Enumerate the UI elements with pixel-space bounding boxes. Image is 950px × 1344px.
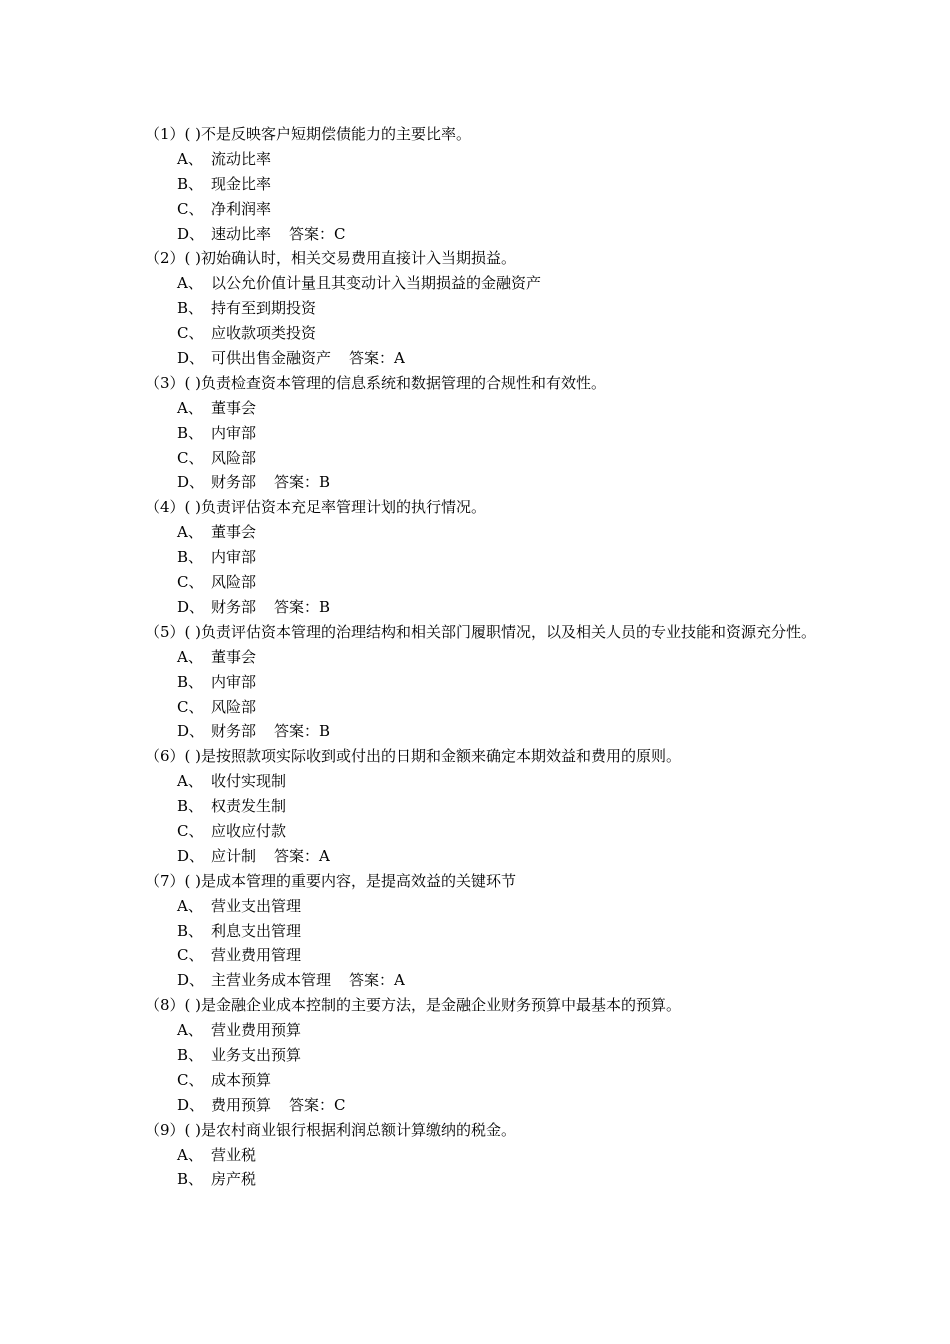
question-stem: （7）( )是成本管理的重要内容，是提高效益的关键环节 bbox=[145, 871, 517, 890]
option-text: 董事会 bbox=[211, 523, 257, 542]
option-row bbox=[145, 719, 825, 744]
answer-label: 答案：A bbox=[349, 971, 405, 990]
question-block bbox=[145, 371, 825, 495]
option-letter: A、 bbox=[177, 523, 203, 542]
answer-label: 答案：A bbox=[274, 846, 330, 865]
option-letter: C、 bbox=[177, 946, 204, 965]
option-text: 营业税 bbox=[211, 1145, 257, 1164]
option-letter: A、 bbox=[177, 1021, 203, 1040]
option-row bbox=[145, 446, 825, 471]
question-block bbox=[145, 993, 825, 1117]
option-letter: B、 bbox=[177, 1170, 204, 1189]
option-text: 持有至到期投资 bbox=[211, 299, 317, 318]
option-row bbox=[145, 147, 825, 172]
option-text: 风险部 bbox=[211, 573, 257, 592]
option-row bbox=[145, 968, 825, 993]
option-letter: B、 bbox=[177, 797, 204, 816]
option-row bbox=[145, 271, 825, 296]
option-text: 以公允价值计量且其变动计入当期损益的金融资产 bbox=[211, 274, 542, 293]
option-letter: D、 bbox=[177, 473, 205, 492]
option-text: 内审部 bbox=[211, 672, 257, 691]
option-letter: D、 bbox=[177, 597, 205, 616]
question-stem: （3）( )负责检查资本管理的信息系统和数据管理的合规性和有效性。 bbox=[145, 373, 607, 392]
option-letter: C、 bbox=[177, 324, 204, 343]
option-letter: C、 bbox=[177, 697, 204, 716]
option-text: 流动比率 bbox=[211, 149, 272, 168]
option-letter: A、 bbox=[177, 398, 203, 417]
option-text: 营业费用预算 bbox=[211, 1021, 302, 1040]
option-row bbox=[145, 197, 825, 222]
option-text: 利息支出管理 bbox=[211, 921, 302, 940]
question-block bbox=[145, 122, 825, 246]
option-row bbox=[145, 695, 825, 720]
option-text: 净利润率 bbox=[211, 199, 272, 218]
option-letter: B、 bbox=[177, 423, 204, 442]
option-letter: D、 bbox=[177, 224, 205, 243]
option-letter: C、 bbox=[177, 199, 204, 218]
option-letter: A、 bbox=[177, 896, 203, 915]
option-letter: C、 bbox=[177, 573, 204, 592]
option-letter: C、 bbox=[177, 1070, 204, 1089]
question-block bbox=[145, 869, 825, 993]
option-text: 主营业务成本管理 bbox=[211, 971, 332, 990]
option-letter: D、 bbox=[177, 722, 205, 741]
option-row bbox=[145, 894, 825, 919]
option-text: 董事会 bbox=[211, 647, 257, 666]
option-row bbox=[145, 470, 825, 495]
option-row bbox=[145, 819, 825, 844]
option-letter: D、 bbox=[177, 349, 205, 368]
option-text: 业务支出预算 bbox=[211, 1045, 302, 1064]
answer-label: 答案：A bbox=[349, 349, 405, 368]
answer-label: 答案：C bbox=[289, 224, 346, 243]
option-row bbox=[145, 222, 825, 247]
option-letter: B、 bbox=[177, 921, 204, 940]
question-block bbox=[145, 495, 825, 619]
option-letter: D、 bbox=[177, 971, 205, 990]
option-row bbox=[145, 1143, 825, 1168]
option-text: 应计制 bbox=[211, 846, 257, 865]
option-row bbox=[145, 1068, 825, 1093]
option-text: 房产税 bbox=[211, 1170, 257, 1189]
question-stem: （6）( )是按照款项实际收到或付出的日期和金额来确定本期效益和费用的原则。 bbox=[145, 747, 682, 766]
option-text: 费用预算 bbox=[211, 1095, 272, 1114]
answer-label: 答案：B bbox=[274, 722, 331, 741]
option-letter: D、 bbox=[177, 1095, 205, 1114]
option-text: 内审部 bbox=[211, 423, 257, 442]
option-row bbox=[145, 1043, 825, 1068]
answer-label: 答案：C bbox=[289, 1095, 346, 1114]
option-letter: A、 bbox=[177, 274, 203, 293]
option-text: 成本预算 bbox=[211, 1070, 272, 1089]
answer-label: 答案：B bbox=[274, 473, 331, 492]
question-list bbox=[145, 122, 825, 1192]
option-letter: A、 bbox=[177, 149, 203, 168]
question-block bbox=[145, 744, 825, 868]
option-row bbox=[145, 520, 825, 545]
option-letter: A、 bbox=[177, 772, 203, 791]
question-stem: （9）( )是农村商业银行根据利润总额计算缴纳的税金。 bbox=[145, 1120, 517, 1139]
option-row bbox=[145, 1167, 825, 1192]
option-row bbox=[145, 595, 825, 620]
option-row bbox=[145, 769, 825, 794]
option-text: 收付实现制 bbox=[211, 772, 287, 791]
option-row bbox=[145, 296, 825, 321]
option-row bbox=[145, 545, 825, 570]
option-letter: B、 bbox=[177, 299, 204, 318]
option-letter: B、 bbox=[177, 1045, 204, 1064]
option-letter: B、 bbox=[177, 548, 204, 567]
option-row bbox=[145, 346, 825, 371]
option-letter: D、 bbox=[177, 846, 205, 865]
option-row bbox=[145, 321, 825, 346]
option-text: 应收应付款 bbox=[211, 821, 287, 840]
option-text: 风险部 bbox=[211, 697, 257, 716]
question-stem: （2）( )初始确认时，相关交易费用直接计入当期损益。 bbox=[145, 249, 517, 268]
option-text: 内审部 bbox=[211, 548, 257, 567]
option-text: 财务部 bbox=[211, 597, 257, 616]
option-row bbox=[145, 421, 825, 446]
option-text: 营业支出管理 bbox=[211, 896, 302, 915]
option-row bbox=[145, 1018, 825, 1043]
option-row bbox=[145, 943, 825, 968]
option-text: 速动比率 bbox=[211, 224, 272, 243]
option-letter: B、 bbox=[177, 174, 204, 193]
option-row bbox=[145, 396, 825, 421]
option-text: 权责发生制 bbox=[211, 797, 287, 816]
option-row bbox=[145, 1093, 825, 1118]
option-row bbox=[145, 570, 825, 595]
option-row bbox=[145, 645, 825, 670]
option-letter: A、 bbox=[177, 647, 203, 666]
option-row bbox=[145, 670, 825, 695]
option-letter: C、 bbox=[177, 821, 204, 840]
question-block bbox=[145, 620, 825, 744]
question-block bbox=[145, 246, 825, 370]
option-text: 可供出售金融资产 bbox=[211, 349, 332, 368]
option-letter: C、 bbox=[177, 448, 204, 467]
question-stem: （8）( )是金融企业成本控制的主要方法，是金融企业财务预算中最基本的预算。 bbox=[145, 996, 682, 1015]
question-stem: （1）( )不是反映客户短期偿债能力的主要比率。 bbox=[145, 125, 472, 143]
option-letter: A、 bbox=[177, 1145, 203, 1164]
option-text: 财务部 bbox=[211, 722, 257, 741]
option-row bbox=[145, 919, 825, 944]
question-block bbox=[145, 1118, 825, 1193]
question-stem: （4）( )负责评估资本充足率管理计划的执行情况。 bbox=[145, 498, 487, 517]
option-letter: B、 bbox=[177, 672, 204, 691]
option-row bbox=[145, 794, 825, 819]
option-row bbox=[145, 844, 825, 869]
option-row bbox=[145, 172, 825, 197]
option-text: 董事会 bbox=[211, 398, 257, 417]
option-text: 财务部 bbox=[211, 473, 257, 492]
answer-label: 答案：B bbox=[274, 597, 331, 616]
option-text: 风险部 bbox=[211, 448, 257, 467]
question-stem: （5）( )负责评估资本管理的治理结构和相关部门履职情况，以及相关人员的专业技能和资源充分性。 bbox=[145, 622, 817, 641]
option-text: 营业费用管理 bbox=[211, 946, 302, 965]
option-text: 现金比率 bbox=[211, 174, 272, 193]
option-text: 应收款项类投资 bbox=[211, 324, 317, 343]
